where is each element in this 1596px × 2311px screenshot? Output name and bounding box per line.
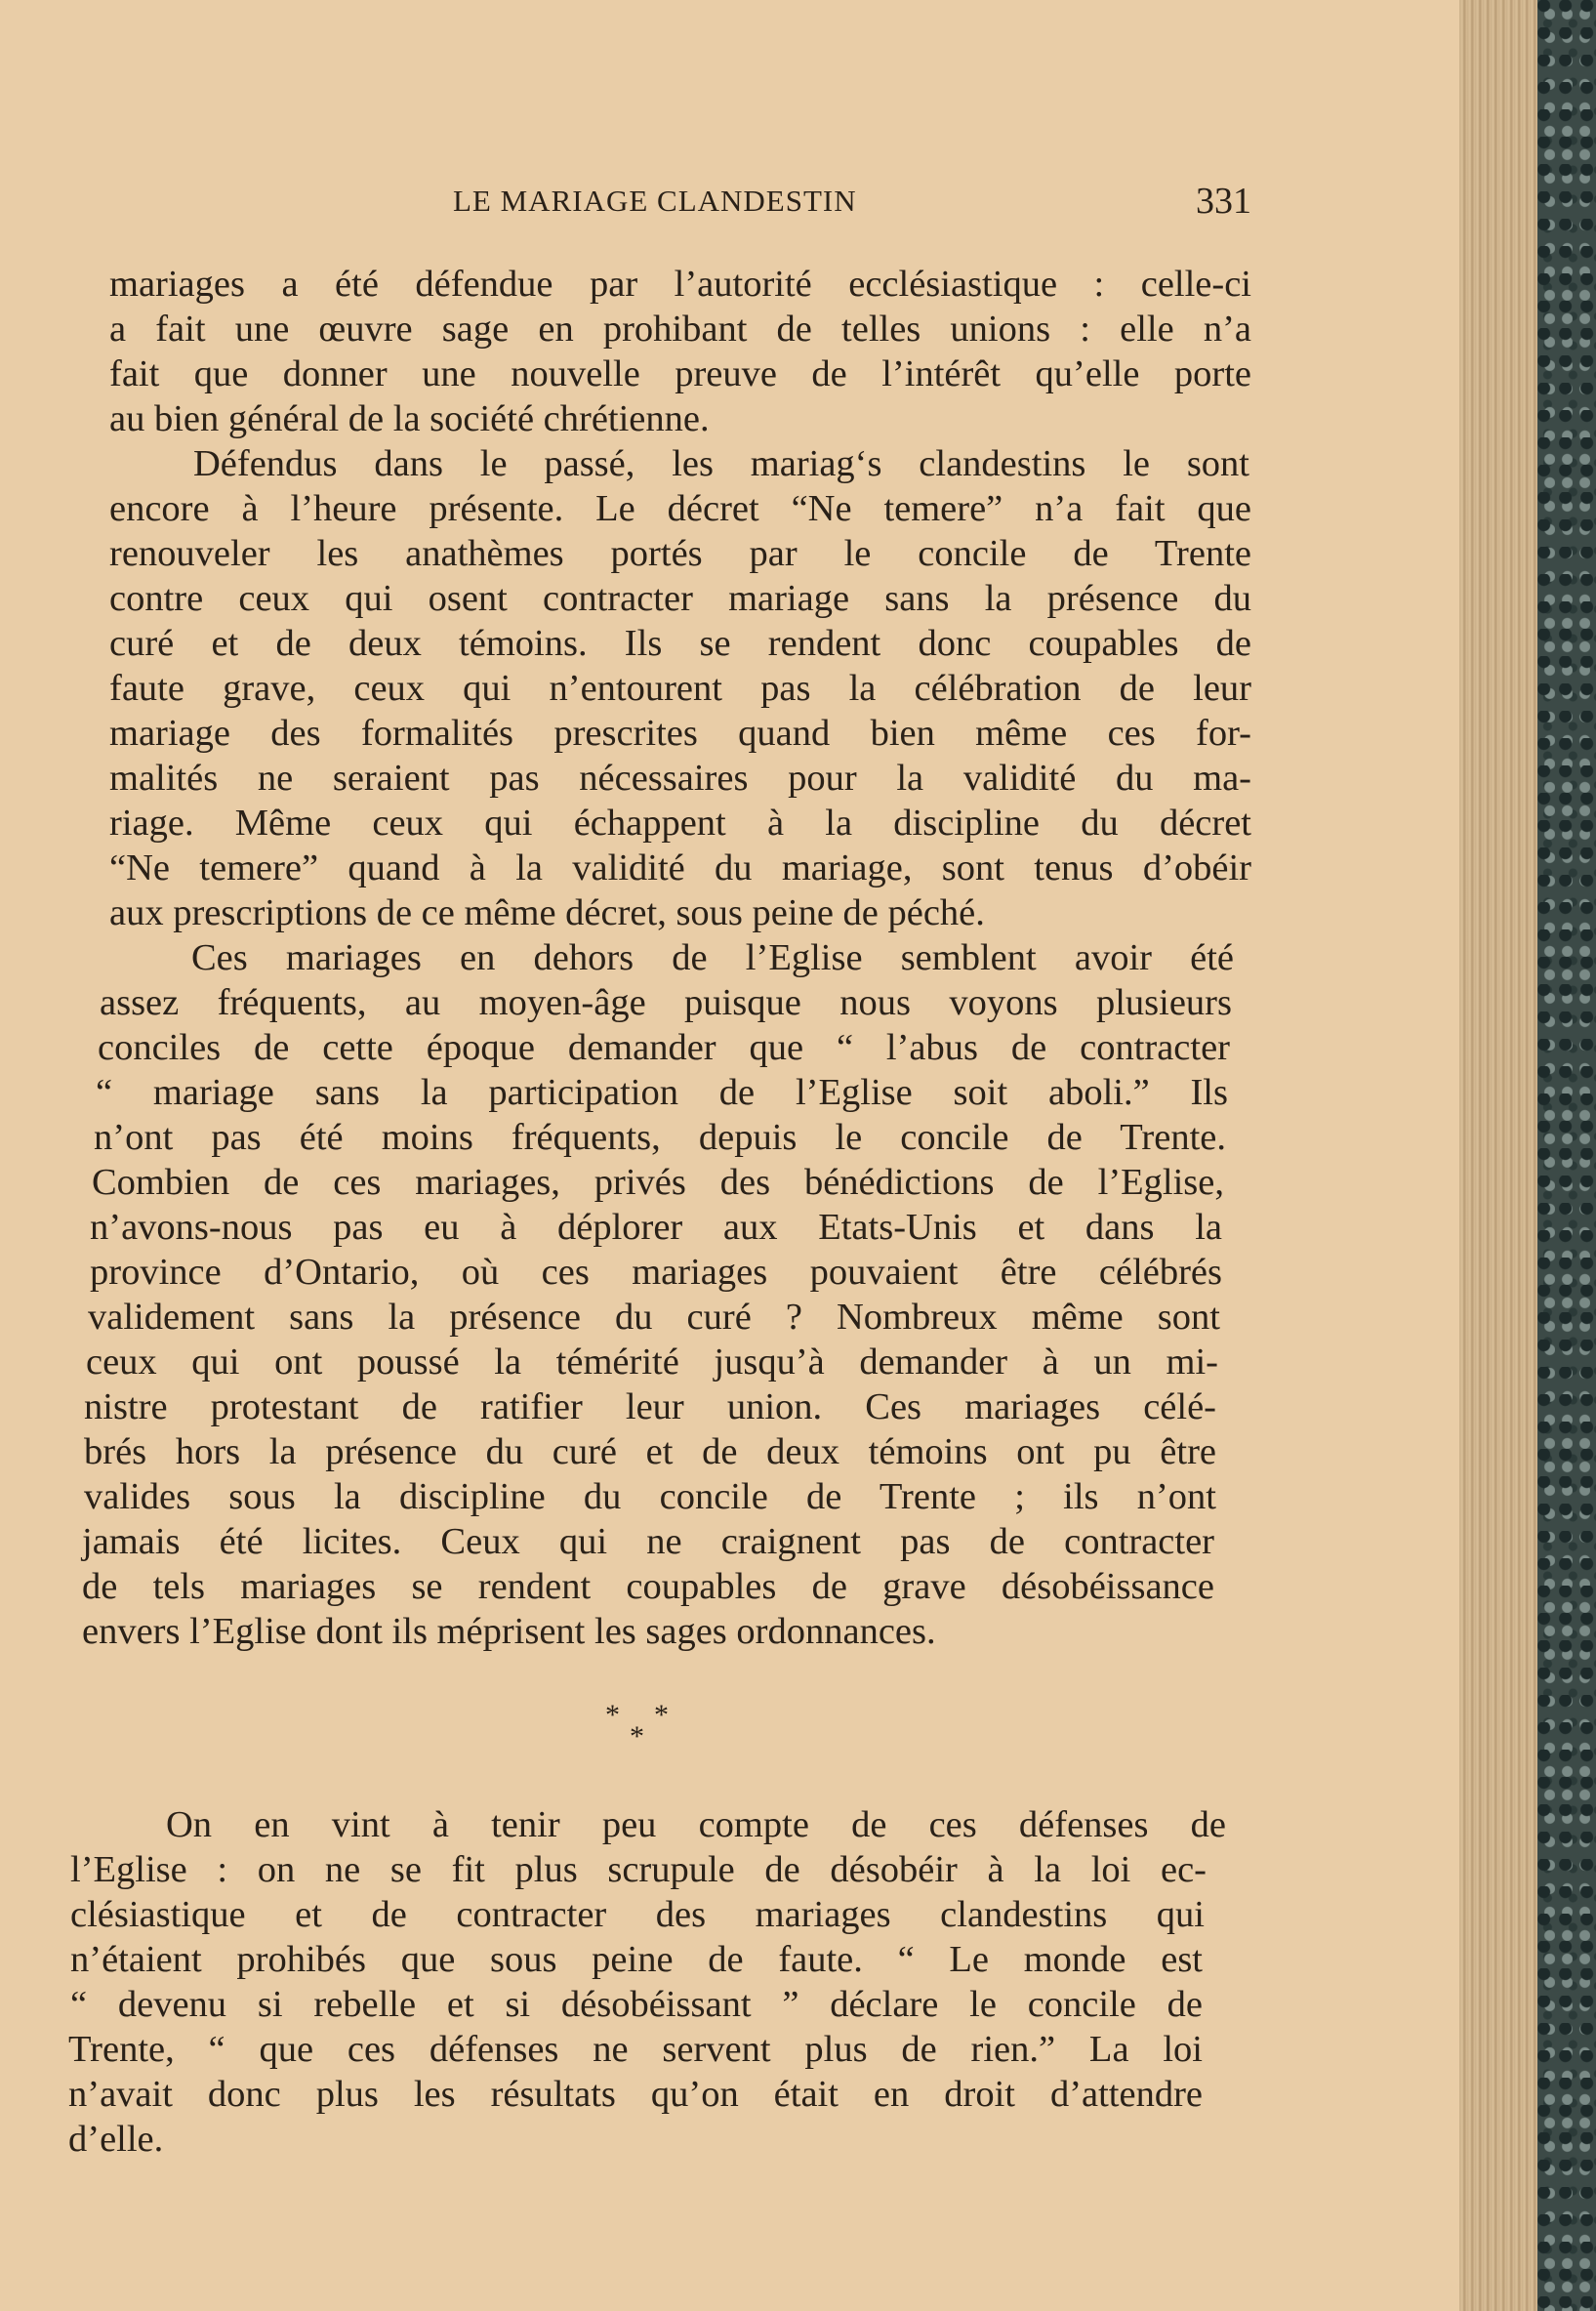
book-cover-edge — [1537, 0, 1596, 2311]
text-line: mariage des formalités prescrites quand bien même ces for- — [109, 713, 1251, 754]
page-number: 331 — [1196, 181, 1251, 222]
text-line: nistre protestant de ratifier leur union. Ces mariages célé- — [84, 1386, 1216, 1427]
text-line: assez fréquents, au moyen-âge puisque nous voyons plusieurs — [100, 982, 1232, 1023]
text-line: aux prescriptions de ce même décret, sous peine de péché. — [109, 892, 985, 933]
text-line: n’avons-nous pas eu à déplorer aux Etats-Unis et dans la — [90, 1207, 1222, 1248]
text-line: “Ne temere” quand à la validité du mariage, sont tenus d’obéir — [109, 847, 1251, 888]
text-line: “ devenu si rebelle et si désobéissant ” déclare le concile de — [70, 1984, 1203, 2025]
text-line: curé et de deux témoins. Ils se rendent donc coupables de — [109, 623, 1251, 664]
page-edge — [1459, 0, 1596, 2311]
text-line: l’Eglise : on ne se fit plus scrupule de désobéir à la loi ec- — [70, 1849, 1207, 1890]
text-line: a fait une œuvre sage en prohibant de telles unions : elle n’a — [109, 309, 1251, 350]
text-line: riage. Même ceux qui échappent à la discipline du décret — [109, 803, 1251, 844]
running-title: LE MARIAGE CLANDESTIN — [453, 184, 857, 218]
text-line: envers l’Eglise dont ils méprisent les sages ordonnances. — [82, 1611, 936, 1652]
text-line: faute grave, ceux qui n’entourent pas la célébration de leur — [109, 668, 1251, 709]
text-line: brés hors la présence du curé et de deux témoins ont pu être — [84, 1431, 1216, 1472]
text-line: province d’Ontario, où ces mariages pouvaient être célébrés — [90, 1252, 1222, 1293]
text-line: fait que donner une nouvelle preuve de l’intérêt qu’elle porte — [109, 353, 1251, 394]
text-line: jamais été licites. Ceux qui ne craignent pas de contracter — [82, 1521, 1214, 1562]
text-line: n’ont pas été moins fréquents, depuis le concile de Trente. — [94, 1117, 1226, 1158]
text-line: au bien général de la société chrétienne. — [109, 398, 710, 439]
text-line: conciles de cette époque demander que “ l’abus de contracter — [98, 1027, 1230, 1068]
text-line: validement sans la présence du curé ? Nombreux même sont — [88, 1297, 1220, 1338]
section-asterism: * * * — [605, 1699, 669, 1753]
text-line: de tels mariages se rendent coupables de grave désobéissance — [82, 1566, 1214, 1607]
text-line: “ mariage sans la participation de l’Eglise soit aboli.” Ils — [96, 1072, 1228, 1113]
text-line: malités ne seraient pas nécessaires pour la validité du ma- — [109, 758, 1251, 799]
text-line: Trente, “ que ces défenses ne servent plus de rien.” La loi — [68, 2029, 1203, 2070]
paragraph-start-line: On en vint à tenir peu compte de ces défenses de — [166, 1804, 1226, 1845]
text-line: ceux qui ont poussé la témérité jusqu’à demander à un mi- — [86, 1341, 1218, 1382]
paragraph-start-line: Défendus dans le passé, les mariag‘s clandestins le sont — [193, 443, 1249, 484]
text-line: d’elle. — [68, 2119, 164, 2160]
text-line: mariages a été défendue par l’autorité ecclésiastique : celle-ci — [109, 264, 1251, 305]
text-line: n’étaient prohibés que sous peine de faute. “ Le monde est — [70, 1939, 1203, 1980]
text-line: n’avait donc plus les résultats qu’on était en droit d’attendre — [68, 2074, 1203, 2115]
text-line: Combien de ces mariages, privés des bénédictions de l’Eglise, — [92, 1162, 1224, 1203]
text-line: contre ceux qui osent contracter mariage sans la présence du — [109, 578, 1251, 619]
paragraph-start-line: Ces mariages en dehors de l’Eglise semblent avoir été — [191, 937, 1234, 978]
text-line: valides sous la discipline du concile de Trente ; ils n’ont — [84, 1476, 1216, 1517]
text-line: encore à l’heure présente. Le décret “Ne temere” n’a fait que — [109, 488, 1251, 529]
text-line: clésiastique et de contracter des mariages clandestins qui — [70, 1894, 1205, 1935]
text-line: renouveler les anathèmes portés par le concile de Trente — [109, 533, 1251, 574]
page-header — [109, 181, 1251, 232]
